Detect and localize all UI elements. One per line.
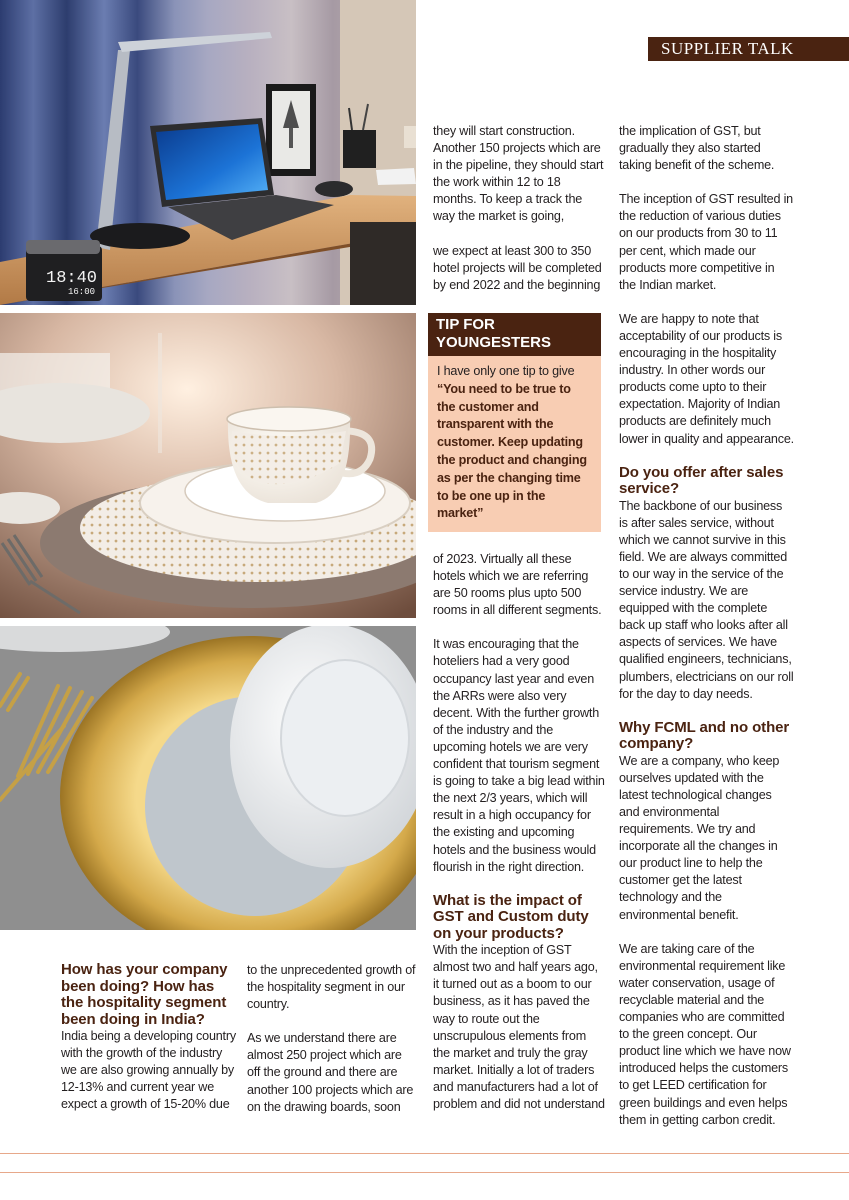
column-4 — [619, 123, 794, 1129]
gold-charger-plates-photo — [0, 626, 416, 930]
column-3-bottom — [433, 551, 605, 1113]
column-1 — [61, 962, 236, 1113]
tip-quote: “You need to be true to the customer and transparent with the customer. Keep updating the product and changing as per the changing time to be one up in the market” — [437, 381, 587, 521]
paragraph: of 2023. Virtually all these hotels which we are referring are 50 rooms plus upto 500 rooms in all different segments. — [433, 552, 602, 618]
tip-box-title: TIP FOR YOUNGESTERS — [428, 313, 601, 356]
paragraph: We are a company, who keep ourselves updated with the latest technological changes and environmental requirements. We try and incorporate all the changes in our product line to help the customer get the latest technology and the environmental benefit. — [619, 753, 780, 922]
heading-company-performance: How has your company been doing? How has the hospitality segment been doing in India? — [61, 961, 228, 1028]
tip-intro: I have only one tip to give — [437, 364, 575, 378]
paragraph: The inception of GST resulted in the reduction of various duties on our products from 30 to 11 per cent, which made our products more competitive in the Indian market. — [619, 192, 793, 292]
paragraph: We are happy to note that acceptability of our products is encouraging in the hospitality industry. In other words our products come upto to their expectation. Majority of Indian products are definitely much lower in quality and appearance. — [619, 311, 794, 446]
paragraph: The backbone of our business is after sales service, without which we cannot survive in this field. We are always committed to our way in the service of the service industry. We are equipped with the complete back up staff who looks after all aspects of services. We have qualified engineers, technicians, plumbers, electricians on our roll for the day to day needs. — [619, 498, 794, 701]
desk-lamp-photo — [0, 0, 416, 305]
clock-alarm-text: 16:00 — [68, 287, 96, 297]
paragraph: With the inception of GST almost two and half years ago, it turned out as a boom to our business, as it has paved the way to route out the unscrupulous elements from the market and truly the gray market. Initially a lot of traders and manufacturers had a lot of problem and did not understand — [433, 943, 605, 1112]
paragraph: we expect at least 300 to 350 hotel projects will be completed by end 2022 and the beginning — [433, 243, 602, 292]
paragraph: the implication of GST, but gradually they also started taking benefit of the scheme. — [619, 124, 775, 173]
heading-why-fcml: Why FCML and no other company? — [619, 718, 790, 753]
section-label: SUPPLIER TALK — [648, 37, 849, 61]
teacup-tableware-photo — [0, 313, 416, 618]
footer-rule-bottom — [0, 1172, 849, 1173]
paragraph: India being a developing country with the growth of the industry we are also growing annually by 12-13% and current year we expect a growth of 15-20% due — [61, 1029, 236, 1112]
column-2 — [247, 962, 417, 1116]
heading-after-sales: Do you offer after sales service? — [619, 463, 784, 498]
paragraph: We are taking care of the environmental requirement like water conservation, usage of recyclable material and the companies who are committed to the green concept. Our product line which we have now introduced helps the customers to get LEED certification for green buildings and even helps them in getting carbon credit. — [619, 941, 791, 1127]
paragraph: they will start construction. Another 150 projects which are in the pipeline, they should start the work within 12 to 18 months. To keep a track the way the market is going, — [433, 124, 604, 224]
tip-box-body — [428, 356, 601, 532]
column-3-top — [433, 123, 605, 294]
footer-rule-top — [0, 1153, 849, 1154]
paragraph: to the unprecedented growth of the hospitality segment in our country. — [247, 963, 416, 1012]
paragraph: As we understand there are almost 250 project which are off the ground and there are another 100 projects which are on the drawing boards, soon — [247, 1031, 414, 1114]
clock-time-text: 18:40 — [46, 269, 98, 288]
heading-gst-impact: What is the impact of GST and Custom duty on your products? — [433, 891, 589, 942]
paragraph: It was encouraging that the hoteliers had a very good occupancy last year and even the ARRs were also very decent. With the further growth of the industry and the upcoming hotels we are very confident that tourism segment is going to take a big lead within the next 2/3 years, which will result in a high occupancy for the existing and upcoming hotels and the business would flourish in the right direction. — [433, 637, 605, 874]
